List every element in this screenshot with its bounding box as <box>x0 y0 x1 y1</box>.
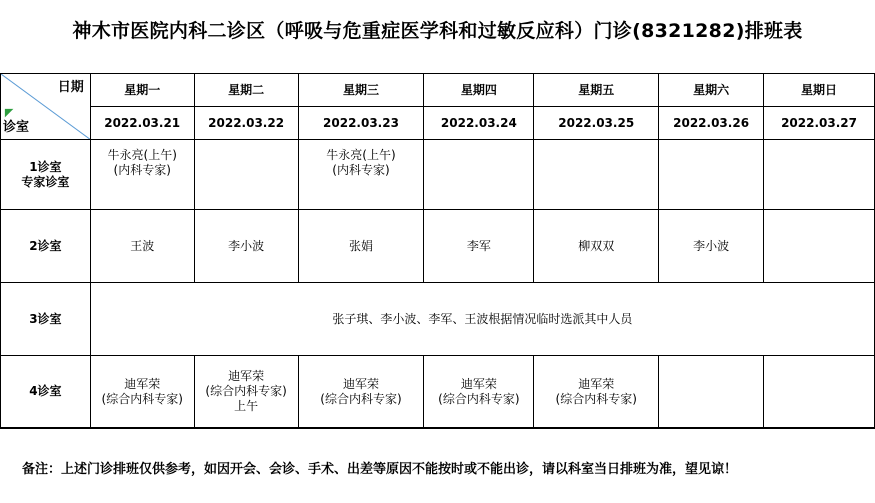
schedule-cell <box>534 356 659 428</box>
doctor-name: 迪军荣 <box>124 376 161 391</box>
date-cell: 2022.03.25 <box>534 107 659 140</box>
doctor-name: 迪军荣 <box>578 376 615 391</box>
schedule-cell: 李小波 <box>194 210 298 283</box>
weekday-cell: 星期二 <box>194 74 298 107</box>
room-subname: 专家诊室 <box>21 174 70 189</box>
doctor-title: (综合内科专家) <box>320 391 402 406</box>
doctor-name: 迪军荣 <box>342 376 379 391</box>
weekday-cell: 星期一 <box>90 74 194 107</box>
schedule-cell <box>764 210 875 283</box>
schedule-table <box>0 73 875 428</box>
doctor-name: 迪军荣 <box>460 376 497 391</box>
weekday-row <box>1 74 875 107</box>
room-name-cell <box>1 283 91 356</box>
schedule-cell <box>534 140 659 210</box>
room-row <box>1 140 875 210</box>
doctor-title: (综合内科专家) <box>555 391 637 406</box>
corner-date-label: 日期 <box>57 80 84 95</box>
schedule-cell <box>298 140 424 210</box>
merged-schedule-cell: 张子琪、李小波、李军、王波根据情况临时选派其中人员 <box>90 283 874 356</box>
weekday-cell: 星期三 <box>298 74 424 107</box>
schedule-cell: 李军 <box>424 210 534 283</box>
weekday-cell: 星期日 <box>764 74 875 107</box>
date-cell: 2022.03.27 <box>764 107 875 140</box>
schedule-title: 神木市医院内科二诊区（呼吸与危重症医学科和过敏反应科）门诊(8321282)排班表 <box>72 20 803 42</box>
doctor-name: 迪军荣 <box>228 369 265 383</box>
doctor-title: (综合内科专家) <box>101 391 183 406</box>
room-name-cell <box>1 356 91 428</box>
weekday-cell: 星期五 <box>534 74 659 107</box>
shift-note: 上午 <box>234 399 259 413</box>
corner-room-label: 诊室 <box>3 120 30 135</box>
schedule-cell <box>298 356 424 428</box>
room-name: 3诊室 <box>29 311 62 326</box>
schedule-cell: 王波 <box>90 210 194 283</box>
doctor-title: (综合内科专家) <box>205 384 287 398</box>
weekday-cell: 星期四 <box>424 74 534 107</box>
room-name: 2诊室 <box>29 238 62 253</box>
schedule-cell <box>764 356 875 428</box>
schedule-cell <box>90 356 194 428</box>
room-name-cell <box>1 140 91 210</box>
schedule-cell <box>90 140 194 210</box>
corner-header-cell <box>1 74 91 140</box>
room-row <box>1 356 875 428</box>
schedule-cell: 张娟 <box>298 210 424 283</box>
room-name: 1诊室 <box>29 159 62 174</box>
date-row <box>1 107 875 140</box>
doctor-title: (综合内科专家) <box>438 391 520 406</box>
schedule-cell <box>764 140 875 210</box>
schedule-cell <box>424 140 534 210</box>
schedule-cell <box>659 356 764 428</box>
doctor-title: (内科专家) <box>332 163 390 177</box>
schedule-cell <box>659 140 764 210</box>
footnote-text: 备注：上述门诊排班仅供参考，如因开会、会诊、手术、出差等原因不能按时或不能出诊，请以科室当日排班为准，望见谅！ <box>22 462 738 477</box>
schedule-cell: 柳双双 <box>534 210 659 283</box>
room-name: 4诊室 <box>29 384 62 398</box>
date-cell: 2022.03.24 <box>424 107 534 140</box>
date-cell: 2022.03.26 <box>659 107 764 140</box>
schedule-cell <box>194 140 298 210</box>
room-row <box>1 283 875 356</box>
doctor-title: (内科专家) <box>113 163 171 177</box>
footnote-section <box>0 428 875 503</box>
weekday-cell: 星期六 <box>659 74 764 107</box>
date-cell: 2022.03.23 <box>298 107 424 140</box>
doctor-name: 牛永亮(上午) <box>107 148 177 162</box>
schedule-cell: 李小波 <box>659 210 764 283</box>
schedule-cell <box>424 356 534 428</box>
room-name-cell <box>1 210 91 283</box>
date-cell: 2022.03.22 <box>194 107 298 140</box>
date-cell: 2022.03.21 <box>90 107 194 140</box>
doctor-name: 牛永亮(上午) <box>326 148 396 162</box>
schedule-cell <box>194 356 298 428</box>
room-row <box>1 210 875 283</box>
